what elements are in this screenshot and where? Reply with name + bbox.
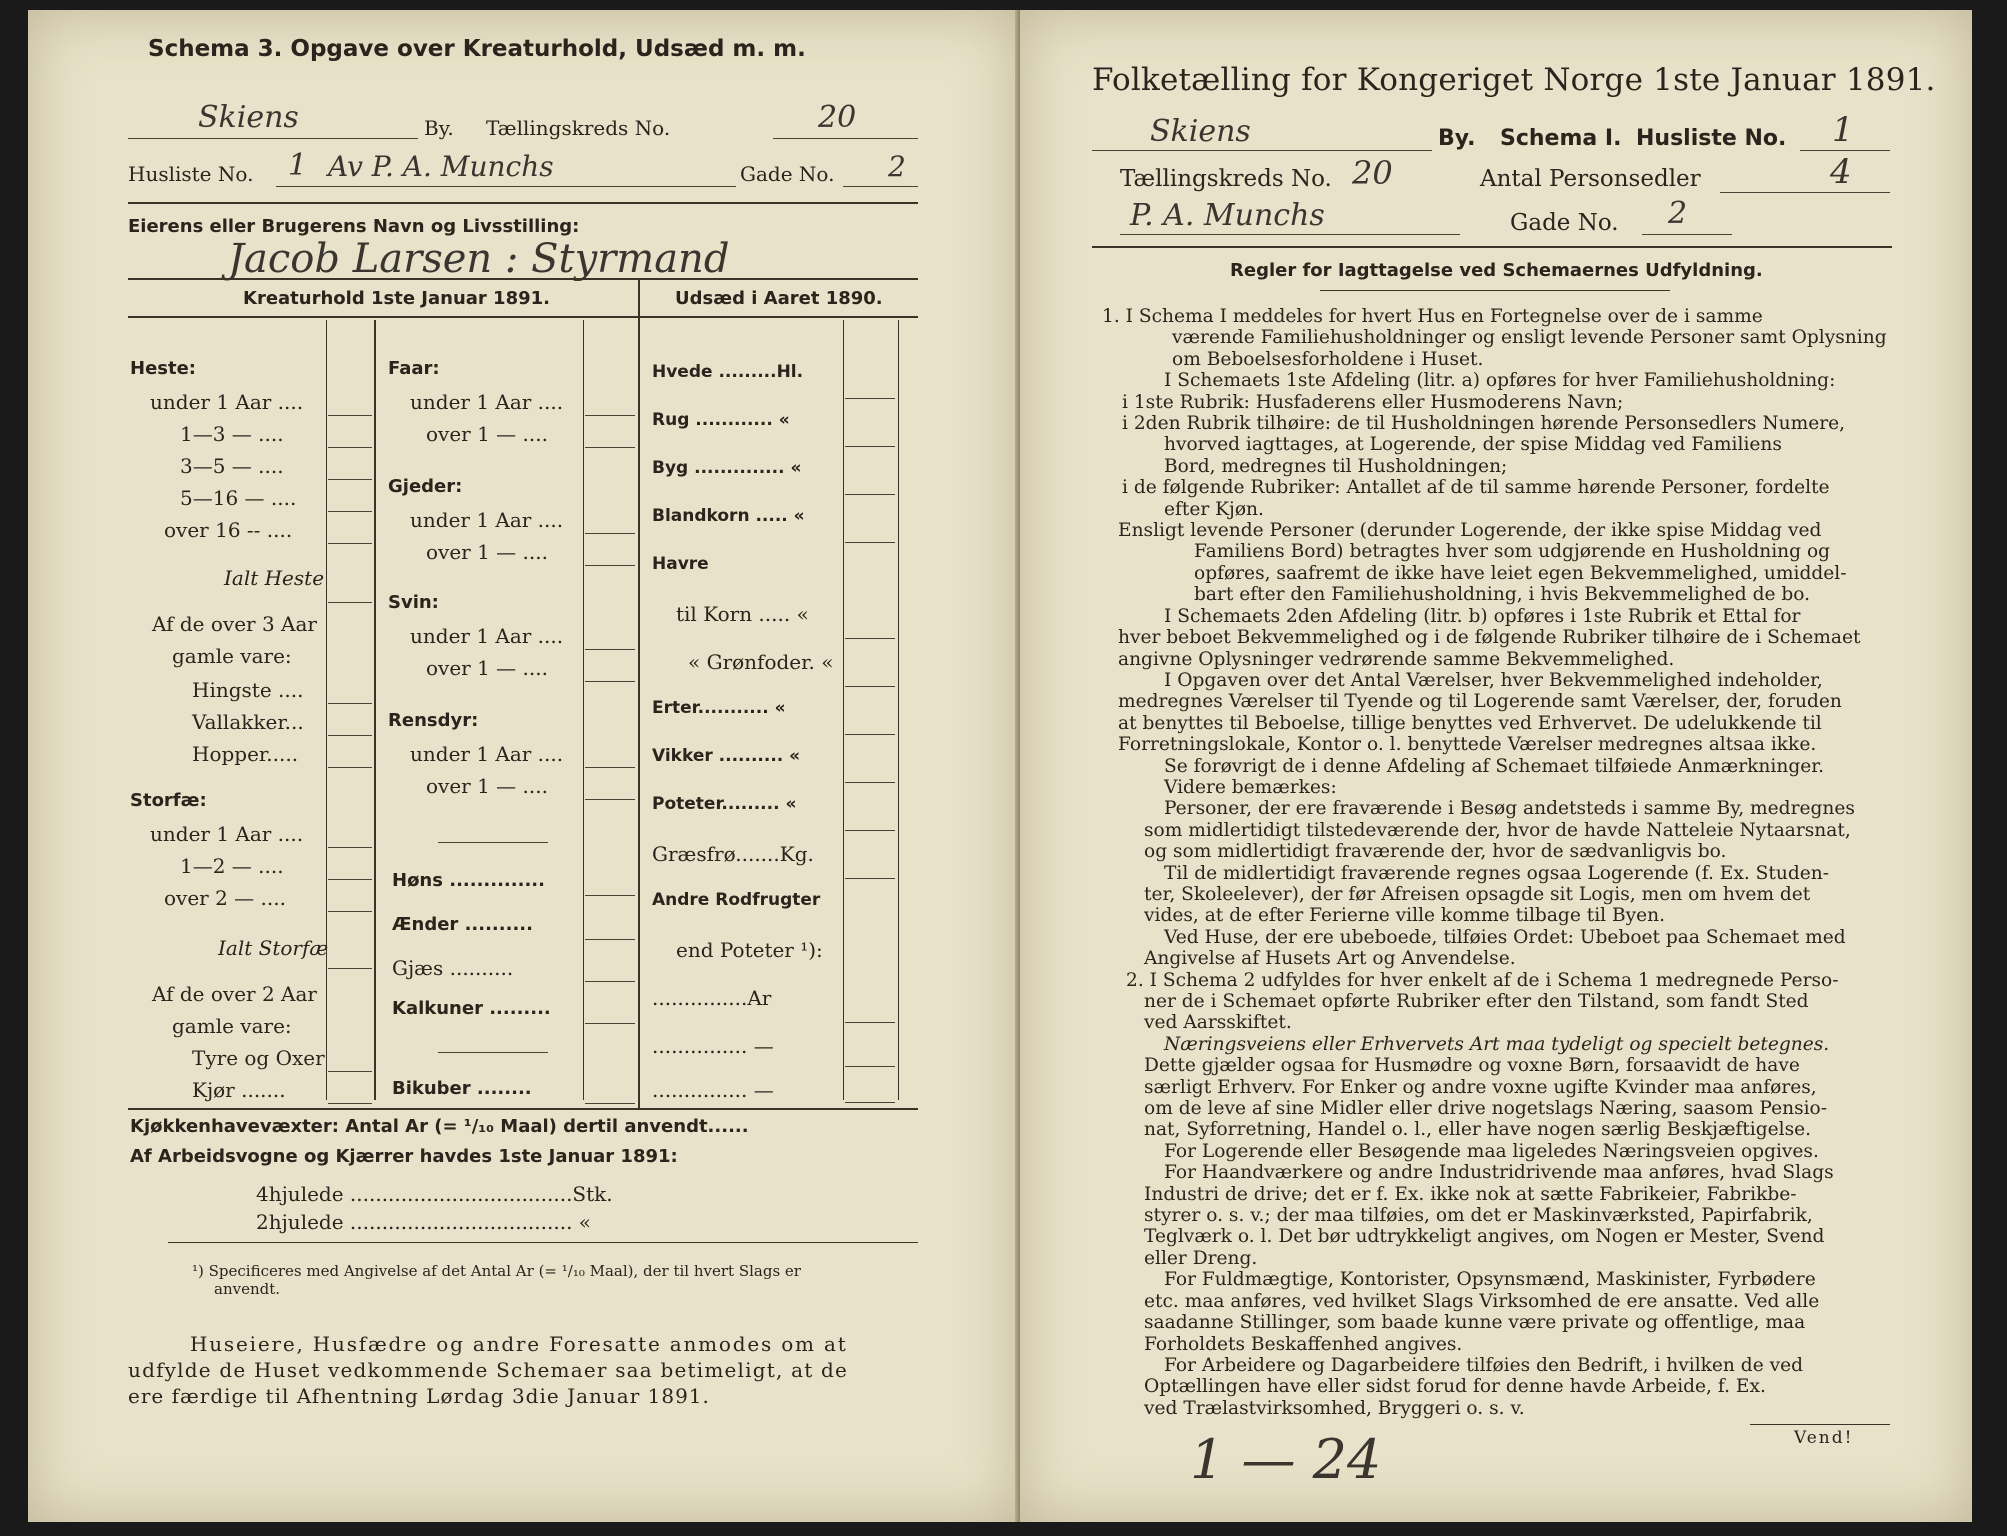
c1-row: gamle vare: — [172, 1014, 292, 1038]
owner-handwritten: Jacob Larsen : Styrmand — [228, 236, 730, 282]
schema-3-title: Schema 3. Opgave over Kreaturhold, Udsæd m. m. — [148, 36, 806, 62]
c1-blank — [328, 415, 372, 416]
rule-line: ved Trælastvirksomhed, Bryggeri o. s. v. — [1144, 1397, 1525, 1419]
c3-rug: Rug ............ « — [652, 410, 790, 430]
table-top-rule — [128, 278, 918, 280]
c2-row: over 1 — .... — [426, 422, 548, 446]
c2-row: under 1 Aar .... — [410, 624, 564, 648]
footnote-line-2: anvendt. — [214, 1280, 281, 1298]
rule-line: Personer, der ere fraværende i Besøg andetsteds i samme By, medregnes — [1164, 798, 1855, 820]
c1-blank — [328, 543, 372, 544]
street-handwritten: P. A. Munchs — [1130, 198, 1325, 233]
c2-row: over 1 — .... — [426, 774, 548, 798]
c1-row: 1—2 — .... — [180, 854, 284, 878]
rule-line: ter, Skoleelever), der før Afreisen opsagde sit Logis, men om hvem det — [1144, 883, 1811, 905]
footnote-line-1: ¹) Specificeres med Angivelse af det Antal Ar (= ¹/₁₀ Maal), der til hvert Slags er — [192, 1262, 801, 1280]
c3-row: ............... — — [652, 1078, 774, 1102]
c2-bikuber: Bikuber ........ — [392, 1078, 532, 1099]
rule-line: om Beboelsesforholdene i Huset. — [1172, 348, 1484, 370]
schema-label: Schema I. — [1500, 126, 1622, 151]
c2-separator — [438, 1052, 548, 1053]
c2-row: over 1 — .... — [426, 656, 548, 680]
rule-line: Næringsveiens eller Erhvervets Art maa tydeligt og specielt betegnes. — [1164, 1033, 1830, 1055]
rule-line: i 2den Rubrik tilhøire: de til Husholdningen hørende Personsedlers Numere, — [1122, 413, 1846, 435]
kreds-blank — [773, 138, 918, 139]
rule-line: styrer o. s. v.; der maa tilføies, om det er Maskinværksted, Papirfabrik, — [1144, 1205, 1813, 1227]
c3-row: ...............Ar — [652, 986, 772, 1010]
c2-blank — [585, 447, 635, 448]
antal-label: Antal Personsedler — [1480, 166, 1701, 192]
c2-blank — [585, 533, 635, 534]
by-label: By. — [424, 116, 454, 140]
c1-ialt-heste: Ialt Heste — [224, 566, 325, 590]
c2-gjeder: Gjeder: — [388, 476, 463, 497]
rule-line: efter Kjøn. — [1164, 498, 1264, 520]
husliste-handwritten: 1 — [288, 148, 308, 183]
rule-line: Til de midlertidigt fraværende regnes ogsaa Logerende (f. Ex. Studen- — [1164, 862, 1830, 884]
rule-line: Optællingen have eller sidst forud for denne havde Arbeide, f. Ex. — [1144, 1376, 1766, 1398]
rule-line: hvorved iagttages, at Logerende, der spise Middag ved Familiens — [1164, 434, 1782, 456]
table-bottom-rule — [128, 1108, 918, 1110]
col1-divider — [374, 320, 376, 1100]
vend-rule — [1750, 1424, 1890, 1425]
rule-line: Bord, medregnes til Husholdningen; — [1164, 455, 1508, 477]
rule-line: For Haandværkere og andre Industridrivende maa anføres, hvad Slags — [1164, 1162, 1834, 1184]
husliste-handwritten: 1 — [1832, 110, 1854, 150]
rule-line: ved Aarsskiftet. — [1144, 1012, 1292, 1034]
c1-blank — [328, 703, 372, 704]
to-hjulede-line: 2hjulede ................................... « — [256, 1210, 592, 1234]
rule-line: Forholdets Beskaffenhed angives. — [1144, 1333, 1463, 1355]
husliste-label: Husliste No. — [1636, 126, 1787, 151]
rules-title: Regler for Iagttagelse ved Schemaernes Udfyldning. — [1230, 260, 1763, 281]
c3-blank — [845, 638, 895, 639]
c3-blank — [845, 686, 895, 687]
by-handwritten: Skiens — [198, 100, 299, 135]
census-title: Folketælling for Kongeriget Norge 1ste Januar 1891. — [1092, 62, 1936, 98]
antal-blank — [1720, 192, 1890, 193]
c3-blank — [845, 494, 895, 495]
c2-blank — [585, 895, 635, 896]
page-number-handwritten: 1 — 24 — [1190, 1428, 1382, 1491]
c2-aender: Ænder .......... — [392, 914, 533, 935]
gade-label: Gade No. — [1510, 210, 1619, 236]
kreds-handwritten: 20 — [818, 100, 857, 135]
c1-blank — [328, 602, 372, 603]
street-handwritten: Av P. A. Munchs — [328, 150, 554, 183]
rule-line: Ensligt levende Personer (derunder Logerende, der ikke spise Middag ved — [1118, 520, 1822, 542]
c1-row: 5—16 — .... — [180, 486, 297, 510]
gade-blank — [1642, 234, 1732, 235]
c1-blank — [328, 735, 372, 736]
rule-line: Teglværk o. l. Det bør udtrykkeligt angives, om Nogen er Mester, Svend — [1144, 1226, 1825, 1248]
kreds-label: Tællingskreds No. — [486, 116, 671, 140]
rule-line: I Opgaven over det Antal Værelser, hver Bekvemmelighed indeholder, — [1164, 669, 1823, 691]
rule-line: angivne Oplysninger vedrørende samme Bekvemmelighed. — [1118, 648, 1675, 670]
by-blank — [1092, 150, 1432, 151]
c1-row: under 1 Aar .... — [150, 390, 304, 414]
rule-line: I Schemaets 2den Afdeling (litr. b) opføres i 1ste Rubrik et Ettal for — [1164, 605, 1801, 627]
c1-row: under 1 Aar .... — [150, 822, 304, 846]
husliste-label: Husliste No. — [128, 162, 254, 186]
kreds-label: Tællingskreds No. — [1120, 166, 1332, 192]
c2-svin: Svin: — [388, 592, 439, 613]
c3-blank — [845, 398, 895, 399]
rule-line: som midlertidigt tilstedeværende der, hvor de havde Natteleie Nytaarsnat, — [1144, 819, 1851, 841]
c3-hvede: Hvede .........Hl. — [652, 362, 804, 382]
rule-line: For Logerende eller Besøgende maa ligeledes Næringsveien opgives. — [1164, 1140, 1819, 1162]
rule-line: I Schemaets 1ste Afdeling (litr. a) opføres for hver Familiehusholdning: — [1164, 370, 1836, 392]
c3-graesfro: Græsfrø.......Kg. — [652, 842, 814, 866]
c1-row: gamle vare: — [172, 644, 292, 668]
c2-gjaes: Gjæs .......... — [392, 956, 514, 980]
gade-handwritten: 2 — [888, 150, 906, 183]
col1-value-left — [326, 320, 327, 1100]
c2-row: under 1 Aar .... — [410, 390, 564, 414]
c2-row: under 1 Aar .... — [410, 508, 564, 532]
c2-blank — [585, 939, 635, 940]
notice-line-3: ere færdige til Afhentning Lørdag 3die Januar 1891. — [128, 1384, 710, 1408]
c1-row: Hingste .... — [192, 678, 304, 702]
c1-row: Vallakker... — [192, 710, 304, 734]
col3-value-right — [898, 320, 899, 1100]
rule-line: Dette gjælder ogsaa for Husmødre og voxne Børn, forsaavidt de have — [1144, 1055, 1800, 1077]
kjokkenhave-line: Kjøkkenhavevæxter: Antal Ar (= ¹/₁₀ Maal) dertil anvendt...... — [130, 1116, 749, 1137]
kreds-handwritten: 20 — [1352, 154, 1393, 192]
rule-line: 2. I Schema 2 udfyldes for hver enkelt af de i Schema 1 medregnede Perso- — [1126, 969, 1839, 991]
c1-blank — [328, 847, 372, 848]
c1-blank — [328, 511, 372, 512]
udsaed-header: Udsæd i Aaret 1890. — [675, 288, 883, 309]
rule-line: For Fuldmægtige, Kontorister, Opsynsmænd, Maskinister, Fyrbødere — [1164, 1269, 1816, 1291]
rule-line: Videre bemærkes: — [1164, 776, 1337, 798]
rule-line: Forretningslokale, Kontor o. l. benyttede Værelser medregnes altsaa ikke. — [1118, 734, 1817, 756]
street-blank — [276, 186, 736, 187]
rule-line: i 1ste Rubrik: Husfaderens eller Husmoderens Navn; — [1122, 391, 1624, 413]
rule-line: i de følgende Rubriker: Antallet af de til samme hørende Personer, fordelte — [1122, 477, 1830, 499]
c2-blank — [585, 799, 635, 800]
vend-label: Vend! — [1794, 1428, 1854, 1448]
c3-havre: Havre — [652, 554, 709, 574]
c3-row: « Grønfoder. « — [688, 650, 834, 674]
main-divider — [638, 278, 640, 1108]
c2-blank — [585, 1103, 635, 1104]
c1-heste: Heste: — [130, 358, 196, 379]
c2-blank — [585, 415, 635, 416]
antal-handwritten: 4 — [1830, 152, 1852, 192]
c2-blank — [585, 767, 635, 768]
header-rule — [128, 202, 918, 204]
c1-blank — [328, 767, 372, 768]
by-handwritten: Skiens — [1150, 114, 1251, 149]
rule-line: særligt Erhverv. For Enker og andre voxne ugifte Kvinder maa anføres, — [1144, 1076, 1817, 1098]
c1-row: 3—5 — .... — [180, 454, 284, 478]
c3-blank — [845, 1066, 895, 1067]
col3-value-left — [843, 320, 844, 1100]
c1-blank — [328, 911, 372, 912]
right-page-schema-1 — [1020, 10, 1972, 1522]
c2-blank — [585, 1023, 635, 1024]
notice-line-1: Huseiere, Husfædre og andre Foresatte anmodes om at — [190, 1332, 848, 1356]
rule-line: nat, Syforretning, Handel o. l., eller have nogen særlig Beskjæftigelse. — [1144, 1119, 1812, 1141]
c1-blank — [328, 1071, 372, 1072]
by-label: By. — [1438, 126, 1476, 151]
c3-vikker: Vikker .......... « — [652, 746, 801, 766]
c3-row: end Poteter ¹): — [676, 938, 823, 962]
rule-line: Angivelse af Husets Art og Anvendelse. — [1144, 948, 1516, 970]
rules-text — [1102, 306, 1887, 1419]
c1-blank — [328, 479, 372, 480]
c3-blank — [845, 542, 895, 543]
rule-line: Familiens Bord) betragtes hver som udgjørende en Husholdning og — [1194, 541, 1831, 563]
owner-label: Eierens eller Brugerens Navn og Livsstilling: — [128, 216, 580, 237]
c3-byg: Byg .............. « — [652, 458, 802, 478]
street-blank — [1120, 234, 1460, 235]
c2-hons: Høns .............. — [392, 870, 545, 891]
c3-andre: Andre Rodfrugter — [652, 890, 821, 910]
c3-blandkorn: Blandkorn ..... « — [652, 506, 805, 526]
c2-blank — [585, 681, 635, 682]
rule-line: at benyttes til Beboelse, tillige benyttes ved Erhvervet. De udelukkende til — [1118, 712, 1822, 734]
rule-line: og som midlertidigt fraværende der, hvor de sædvanligvis bo. — [1144, 841, 1727, 863]
husliste-blank — [1800, 150, 1890, 151]
rules-title-rule — [1320, 290, 1670, 291]
c1-ialt-storfae: Ialt Storfæ — [218, 936, 329, 960]
rule-line: opføres, saafremt de ikke have leiet egen Bekvemmelighed, umiddel- — [1194, 562, 1847, 584]
c1-row: 1—3 — .... — [180, 422, 284, 446]
table-header-rule — [128, 316, 918, 318]
arbeidsvogne-line: Af Arbeidsvogne og Kjærrer havdes 1ste Januar 1891: — [130, 1146, 678, 1167]
c2-row: over 1 — .... — [426, 540, 548, 564]
c1-blank — [328, 447, 372, 448]
c3-row: til Korn ..... « — [676, 602, 809, 626]
c2-blank — [585, 981, 635, 982]
rule-line: om de leve af sine Midler eller drive nogetslags Næring, saasom Pensio- — [1144, 1098, 1828, 1120]
c1-blank — [328, 879, 372, 880]
c3-poteter: Poteter......... « — [652, 794, 797, 814]
c2-separator — [438, 842, 548, 843]
rule-line: Se forøvrigt de i denne Afdeling af Schemaet tilføiede Anmærkninger. — [1164, 755, 1824, 777]
rule-line: 1. I Schema I meddeles for hvert Hus en Fortegnelse over de i samme — [1102, 306, 1763, 327]
c1-row: over 16 -- .... — [164, 518, 293, 542]
footnote-rule — [168, 1242, 918, 1243]
rule-line: medregnes Værelser til Tyende og til Logerende samt Værelser, der, foruden — [1118, 691, 1842, 713]
rule-line: Industri de drive; det er f. Ex. ikke nok at sætte Fabrikeier, Fabrikbe- — [1144, 1183, 1797, 1205]
c3-erter: Erter........... « — [652, 698, 786, 718]
c3-blank — [845, 782, 895, 783]
rule-line: saadanne Stillinger, som baade kunne være private og offentlige, maa — [1144, 1312, 1806, 1334]
gade-label: Gade No. — [740, 162, 835, 186]
gade-handwritten: 2 — [1668, 196, 1688, 231]
rule-line: ner de i Schemaet opførte Rubriker efter den Tilstand, som fandt Sted — [1144, 991, 1809, 1012]
left-page-schema-3 — [28, 10, 1018, 1522]
c1-row: Af de over 2 Aar — [152, 982, 317, 1006]
notice-line-2: udfylde de Huset vedkommende Schemaer saa betimeligt, at de — [128, 1358, 849, 1382]
c3-blank — [845, 878, 895, 879]
c3-blank — [845, 446, 895, 447]
c1-blank — [328, 968, 372, 969]
c3-blank — [845, 734, 895, 735]
by-blank — [128, 138, 418, 139]
c1-storfae: Storfæ: — [130, 790, 207, 811]
c2-blank — [585, 565, 635, 566]
c2-row: under 1 Aar .... — [410, 742, 564, 766]
c3-blank — [845, 830, 895, 831]
c1-row: Tyre og Oxer — [192, 1046, 325, 1070]
gade-blank — [843, 186, 918, 187]
rule-line: For Arbeidere og Dagarbeidere tilføies den Bedrift, i hvilken de ved — [1164, 1354, 1804, 1376]
rule-line: værende Familiehusholdninger og ensligt levende Personer samt Oplysning — [1172, 327, 1887, 349]
c1-blank — [328, 1103, 372, 1104]
c2-faar: Faar: — [388, 358, 440, 379]
fire-hjulede-line: 4hjulede ...................................Stk. — [256, 1182, 613, 1206]
c2-rensdyr: Rensdyr: — [388, 710, 479, 731]
c3-row: ............... — — [652, 1034, 774, 1058]
c1-row: Hopper..... — [192, 742, 299, 766]
rule-line: eller Dreng. — [1144, 1247, 1258, 1269]
rule-line: Ved Huse, der ere ubeboede, tilføies Ordet: Ubeboet paa Schemaet med — [1164, 926, 1846, 948]
rule-line: hver beboet Bekvemmelighed og i de følgende Rubriker tilhøire de i Schemaet — [1118, 627, 1861, 649]
c2-blank — [585, 649, 635, 650]
rule-line: bart efter den Familiehusholdning, i hvis Bekvemmelighed de bo. — [1194, 584, 1811, 606]
c1-row: Af de over 3 Aar — [152, 612, 317, 636]
kreaturhold-header: Kreaturhold 1ste Januar 1891. — [243, 288, 550, 309]
c3-blank — [845, 1022, 895, 1023]
c1-row: Kjør ....... — [192, 1078, 286, 1102]
c1-row: over 2 — .... — [164, 886, 286, 910]
c3-blank — [845, 1102, 895, 1103]
rule-line: etc. maa anføres, ved hvilket Slags Virksomhed de ere ansatte. Ved alle — [1144, 1290, 1820, 1312]
header-rule — [1092, 246, 1892, 248]
col2-value-left — [583, 320, 584, 1100]
rule-line: vides, at de efter Ferierne ville komme tilbage til Byen. — [1144, 905, 1666, 927]
c2-kalkuner: Kalkuner ......... — [392, 998, 551, 1019]
